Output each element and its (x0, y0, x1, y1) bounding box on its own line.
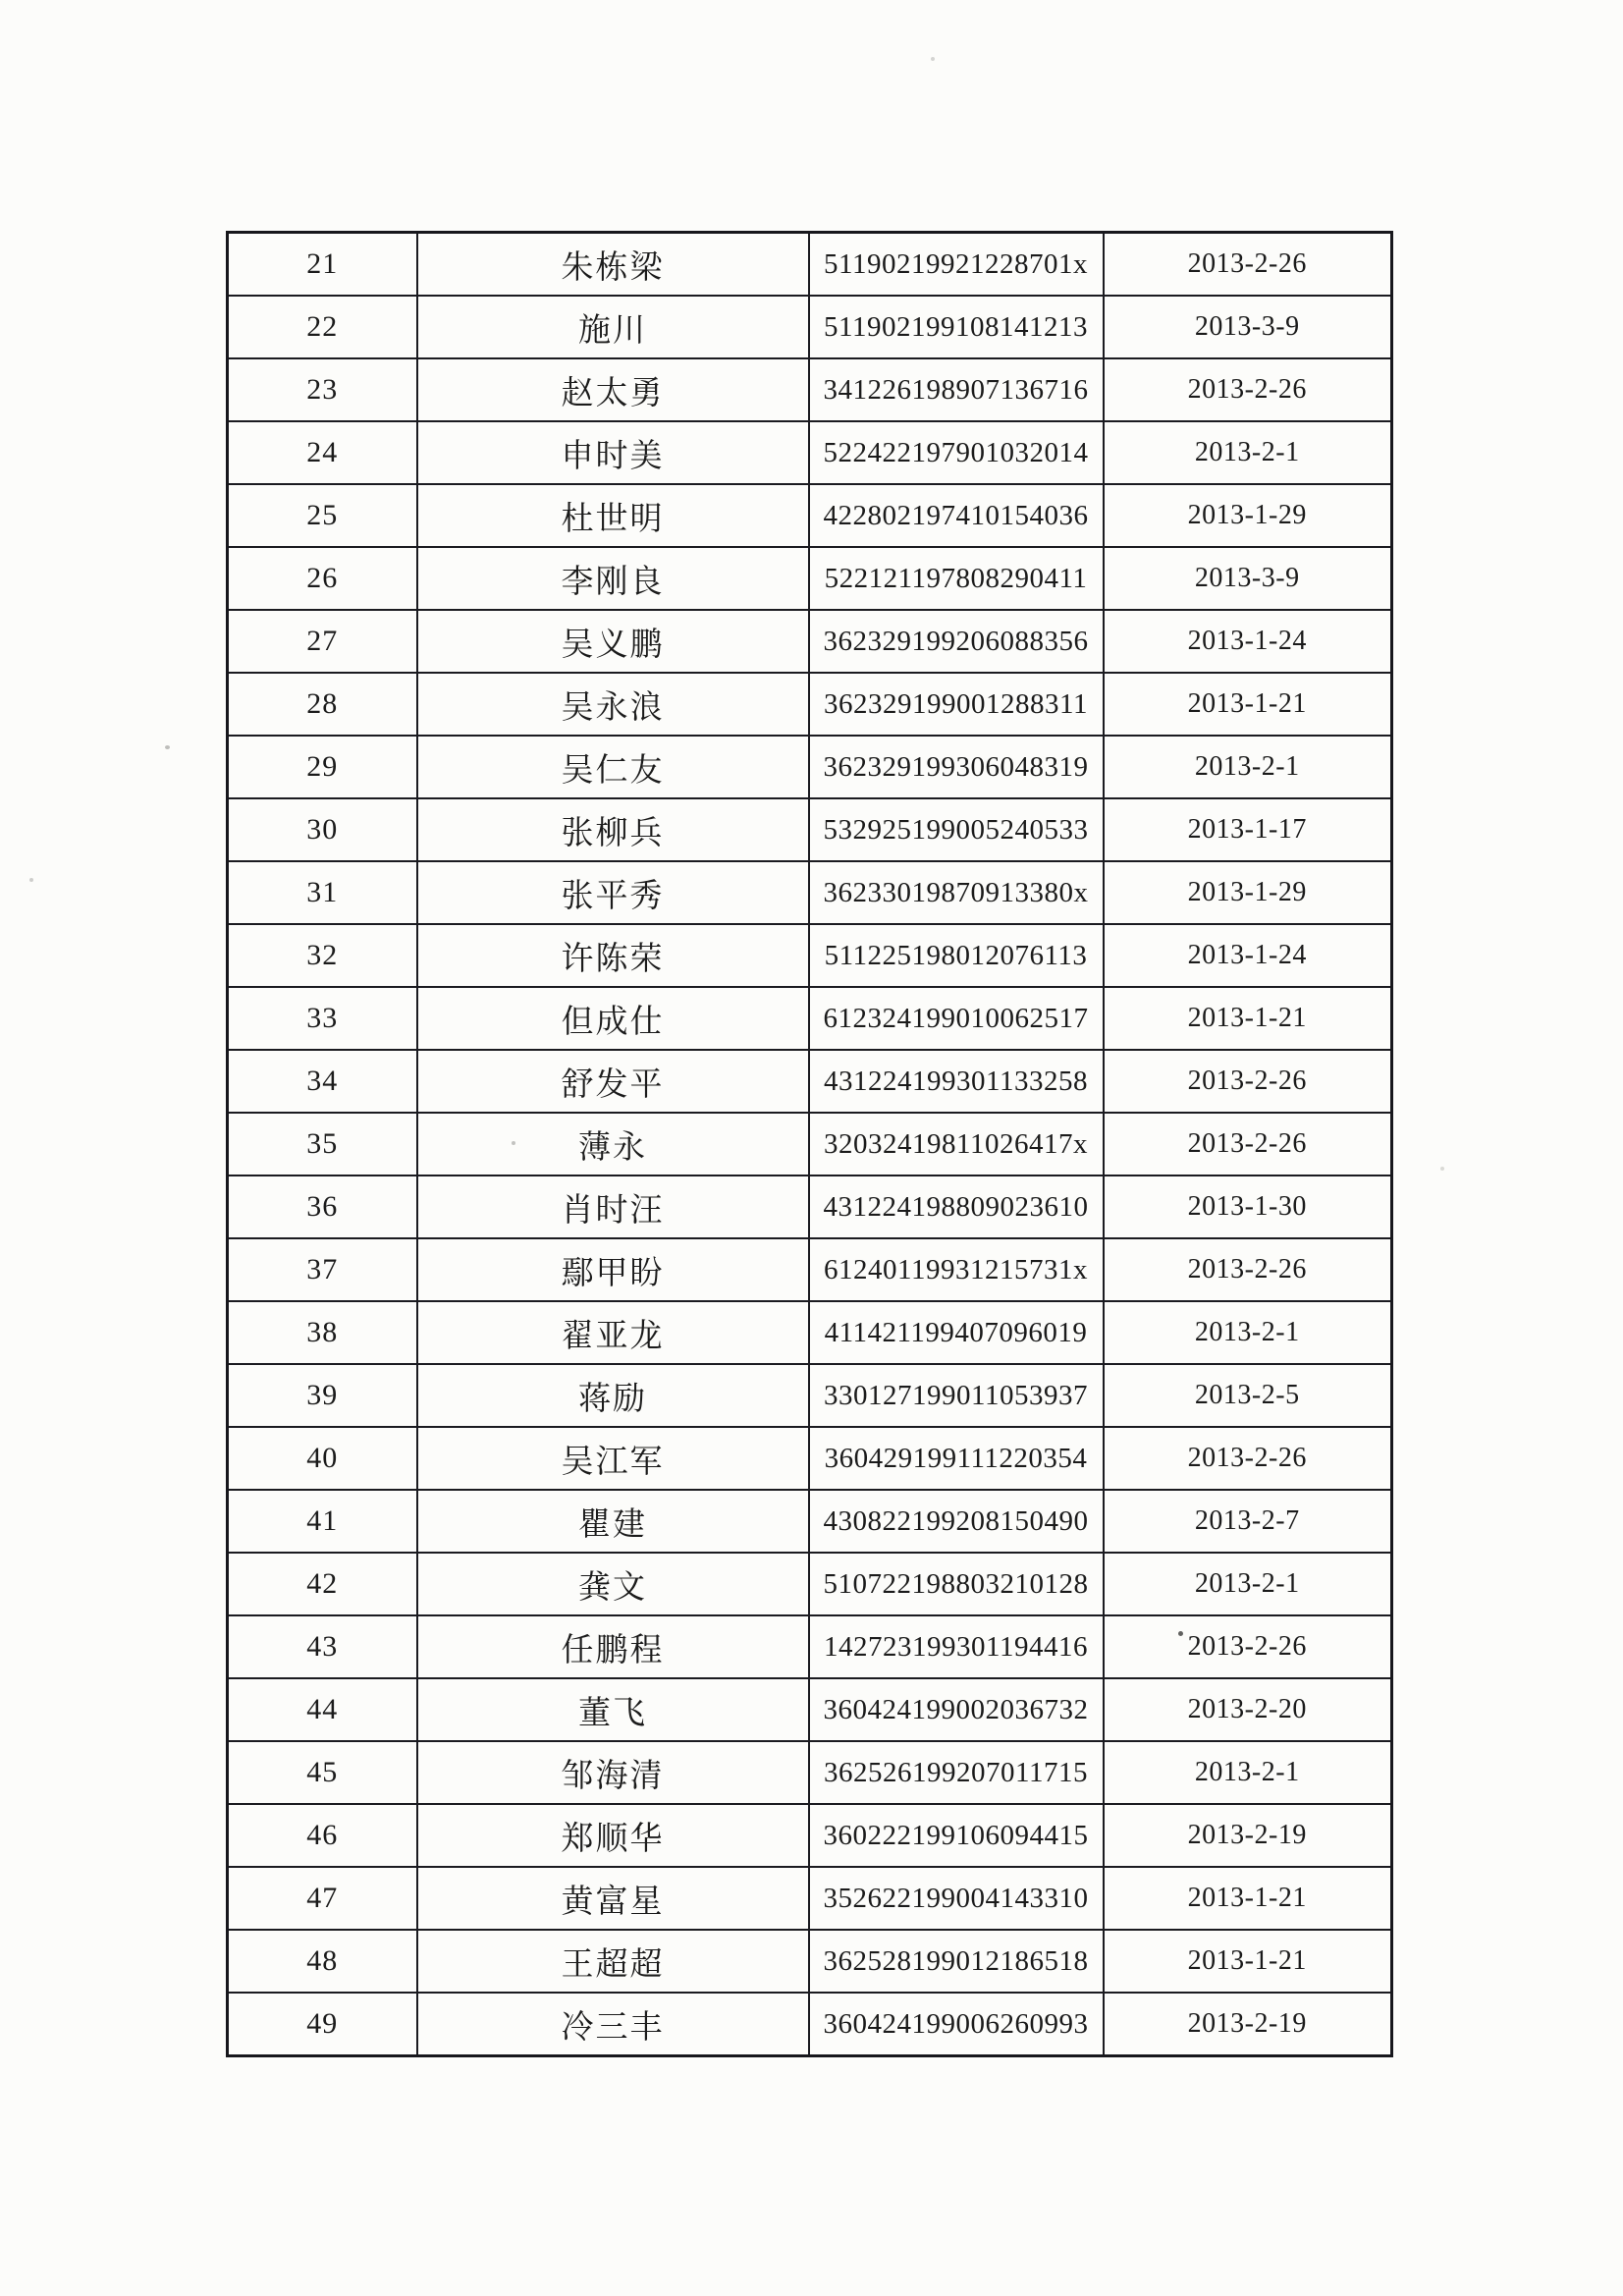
name-cell: 黄富星 (417, 1867, 809, 1930)
table-row (228, 233, 1392, 297)
id-number-cell: 511902199108141213 (809, 296, 1104, 358)
date-cell: 2013-1-24 (1104, 610, 1392, 673)
row-number-cell: 22 (228, 296, 417, 358)
name-cell: 王超超 (417, 1930, 809, 1993)
row-number-cell: 35 (228, 1113, 417, 1175)
table-row (228, 1741, 1392, 1804)
row-number-cell: 45 (228, 1741, 417, 1804)
row-number-cell: 44 (228, 1678, 417, 1741)
row-number-cell: 39 (228, 1364, 417, 1427)
id-number-cell: 522422197901032014 (809, 421, 1104, 484)
scan-speckle (931, 57, 935, 61)
row-number-cell: 38 (228, 1301, 417, 1364)
row-number-cell: 33 (228, 987, 417, 1050)
name-cell: 赵太勇 (417, 358, 809, 421)
id-number-cell: 612324199010062517 (809, 987, 1104, 1050)
name-cell: 吴永浪 (417, 673, 809, 736)
date-cell: 2013-2-26 (1104, 233, 1392, 297)
table-row (228, 987, 1392, 1050)
table-row (228, 1050, 1392, 1113)
id-number-cell: 51190219921228701x (809, 233, 1104, 297)
name-cell: 蒋励 (417, 1364, 809, 1427)
name-cell: 吴义鹏 (417, 610, 809, 673)
id-number-cell: 330127199011053937 (809, 1364, 1104, 1427)
name-cell: 鄢甲盼 (417, 1238, 809, 1301)
table-row (228, 358, 1392, 421)
name-cell: 申时美 (417, 421, 809, 484)
table-row (228, 1678, 1392, 1741)
row-number-cell: 34 (228, 1050, 417, 1113)
row-number-cell: 37 (228, 1238, 417, 1301)
row-number-cell: 26 (228, 547, 417, 610)
name-cell: 李刚良 (417, 547, 809, 610)
row-number-cell: 23 (228, 358, 417, 421)
name-cell: 瞿建 (417, 1490, 809, 1553)
row-number-cell: 30 (228, 798, 417, 861)
row-number-cell: 28 (228, 673, 417, 736)
table-row (228, 296, 1392, 358)
date-cell: 2013-3-9 (1104, 296, 1392, 358)
date-cell: 2013-2-1 (1104, 736, 1392, 798)
table-row (228, 610, 1392, 673)
name-cell: 杜世明 (417, 484, 809, 547)
id-number-cell: 341226198907136716 (809, 358, 1104, 421)
id-number-cell: 510722198803210128 (809, 1553, 1104, 1615)
date-cell: 2013-2-26 (1104, 358, 1392, 421)
name-cell: 肖时汪 (417, 1175, 809, 1238)
id-number-cell: 411421199407096019 (809, 1301, 1104, 1364)
table-row (228, 1804, 1392, 1867)
id-number-cell: 362526199207011715 (809, 1741, 1104, 1804)
id-number-cell: 532925199005240533 (809, 798, 1104, 861)
scan-speckle (1440, 1167, 1444, 1171)
table-row (228, 484, 1392, 547)
table-row (228, 1867, 1392, 1930)
id-number-cell: 431224198809023610 (809, 1175, 1104, 1238)
id-number-cell: 36233019870913380x (809, 861, 1104, 924)
name-cell: 张平秀 (417, 861, 809, 924)
name-cell: 董飞 (417, 1678, 809, 1741)
row-number-cell: 48 (228, 1930, 417, 1993)
table-row (228, 547, 1392, 610)
date-cell: 2013-2-1 (1104, 1553, 1392, 1615)
id-number-cell: 360429199111220354 (809, 1427, 1104, 1490)
row-number-cell: 24 (228, 421, 417, 484)
name-cell: 但成仕 (417, 987, 809, 1050)
table-row (228, 924, 1392, 987)
date-cell: 2013-2-1 (1104, 421, 1392, 484)
id-number-cell: 362528199012186518 (809, 1930, 1104, 1993)
row-number-cell: 46 (228, 1804, 417, 1867)
date-cell: 2013-2-26 (1104, 1427, 1392, 1490)
row-number-cell: 32 (228, 924, 417, 987)
table-row (228, 798, 1392, 861)
id-number-cell: 511225198012076113 (809, 924, 1104, 987)
name-cell: 张柳兵 (417, 798, 809, 861)
id-number-cell: 142723199301194416 (809, 1615, 1104, 1678)
name-cell: 冷三丰 (417, 1993, 809, 2056)
table-row (228, 1615, 1392, 1678)
name-cell: 吴仁友 (417, 736, 809, 798)
date-cell: 2013-2-7 (1104, 1490, 1392, 1553)
table-row (228, 1490, 1392, 1553)
table-row (228, 673, 1392, 736)
date-cell: 2013-2-1 (1104, 1741, 1392, 1804)
row-number-cell: 36 (228, 1175, 417, 1238)
row-number-cell: 27 (228, 610, 417, 673)
table-row (228, 421, 1392, 484)
date-cell: 2013-3-9 (1104, 547, 1392, 610)
id-number-cell: 362329199001288311 (809, 673, 1104, 736)
id-number-cell: 362329199206088356 (809, 610, 1104, 673)
row-number-cell: 49 (228, 1993, 417, 2056)
name-cell: 许陈荣 (417, 924, 809, 987)
table-row (228, 1930, 1392, 1993)
date-cell: 2013-1-29 (1104, 484, 1392, 547)
id-number-cell: 431224199301133258 (809, 1050, 1104, 1113)
date-cell: 2013-2-26 (1104, 1113, 1392, 1175)
name-cell: 舒发平 (417, 1050, 809, 1113)
name-cell: 吴江军 (417, 1427, 809, 1490)
date-cell: 2013-1-30 (1104, 1175, 1392, 1238)
row-number-cell: 43 (228, 1615, 417, 1678)
date-cell: 2013-1-21 (1104, 1930, 1392, 1993)
date-cell: 2013-2-1 (1104, 1301, 1392, 1364)
id-number-cell: 32032419811026417x (809, 1113, 1104, 1175)
date-cell: 2013-2-19 (1104, 1993, 1392, 2056)
id-number-cell: 360222199106094415 (809, 1804, 1104, 1867)
row-number-cell: 29 (228, 736, 417, 798)
date-cell: 2013-2-26 (1104, 1238, 1392, 1301)
id-number-cell: 352622199004143310 (809, 1867, 1104, 1930)
row-number-cell: 25 (228, 484, 417, 547)
table-row (228, 861, 1392, 924)
id-number-cell: 522121197808290411 (809, 547, 1104, 610)
date-cell: 2013-1-21 (1104, 987, 1392, 1050)
scan-speckle (29, 878, 33, 882)
date-cell: 2013-1-21 (1104, 673, 1392, 736)
row-number-cell: 42 (228, 1553, 417, 1615)
date-cell: 2013-2-5 (1104, 1364, 1392, 1427)
table-row (228, 1993, 1392, 2056)
row-number-cell: 21 (228, 233, 417, 297)
table-row (228, 1301, 1392, 1364)
id-number-cell: 360424199006260993 (809, 1993, 1104, 2056)
table-row (228, 736, 1392, 798)
table-row (228, 1175, 1392, 1238)
name-cell: 施川 (417, 296, 809, 358)
date-cell: 2013-2-20 (1104, 1678, 1392, 1741)
id-number-cell: 430822199208150490 (809, 1490, 1104, 1553)
row-number-cell: 31 (228, 861, 417, 924)
row-number-cell: 47 (228, 1867, 417, 1930)
date-cell: 2013-1-21 (1104, 1867, 1392, 1930)
name-cell: 郑顺华 (417, 1804, 809, 1867)
table-row (228, 1364, 1392, 1427)
name-cell: 朱栋梁 (417, 233, 809, 297)
date-cell: 2013-2-19 (1104, 1804, 1392, 1867)
roster-table-body (228, 233, 1392, 2056)
date-cell: 2013-1-29 (1104, 861, 1392, 924)
name-cell: 任鹏程 (417, 1615, 809, 1678)
row-number-cell: 40 (228, 1427, 417, 1490)
name-cell: 邹海清 (417, 1741, 809, 1804)
date-cell: 2013-1-24 (1104, 924, 1392, 987)
scan-speckle (165, 745, 170, 749)
id-number-cell: 422802197410154036 (809, 484, 1104, 547)
name-cell: 龚文 (417, 1553, 809, 1615)
name-cell: 薄永 (417, 1113, 809, 1175)
table-row (228, 1553, 1392, 1615)
date-cell: 2013-1-17 (1104, 798, 1392, 861)
id-number-cell: 360424199002036732 (809, 1678, 1104, 1741)
roster-table (226, 231, 1393, 2057)
name-cell: 翟亚龙 (417, 1301, 809, 1364)
table-row (228, 1238, 1392, 1301)
id-number-cell: 61240119931215731x (809, 1238, 1104, 1301)
table-row (228, 1113, 1392, 1175)
date-cell: 2013-2-26 (1104, 1615, 1392, 1678)
date-cell: 2013-2-26 (1104, 1050, 1392, 1113)
row-number-cell: 41 (228, 1490, 417, 1553)
table-row (228, 1427, 1392, 1490)
id-number-cell: 362329199306048319 (809, 736, 1104, 798)
